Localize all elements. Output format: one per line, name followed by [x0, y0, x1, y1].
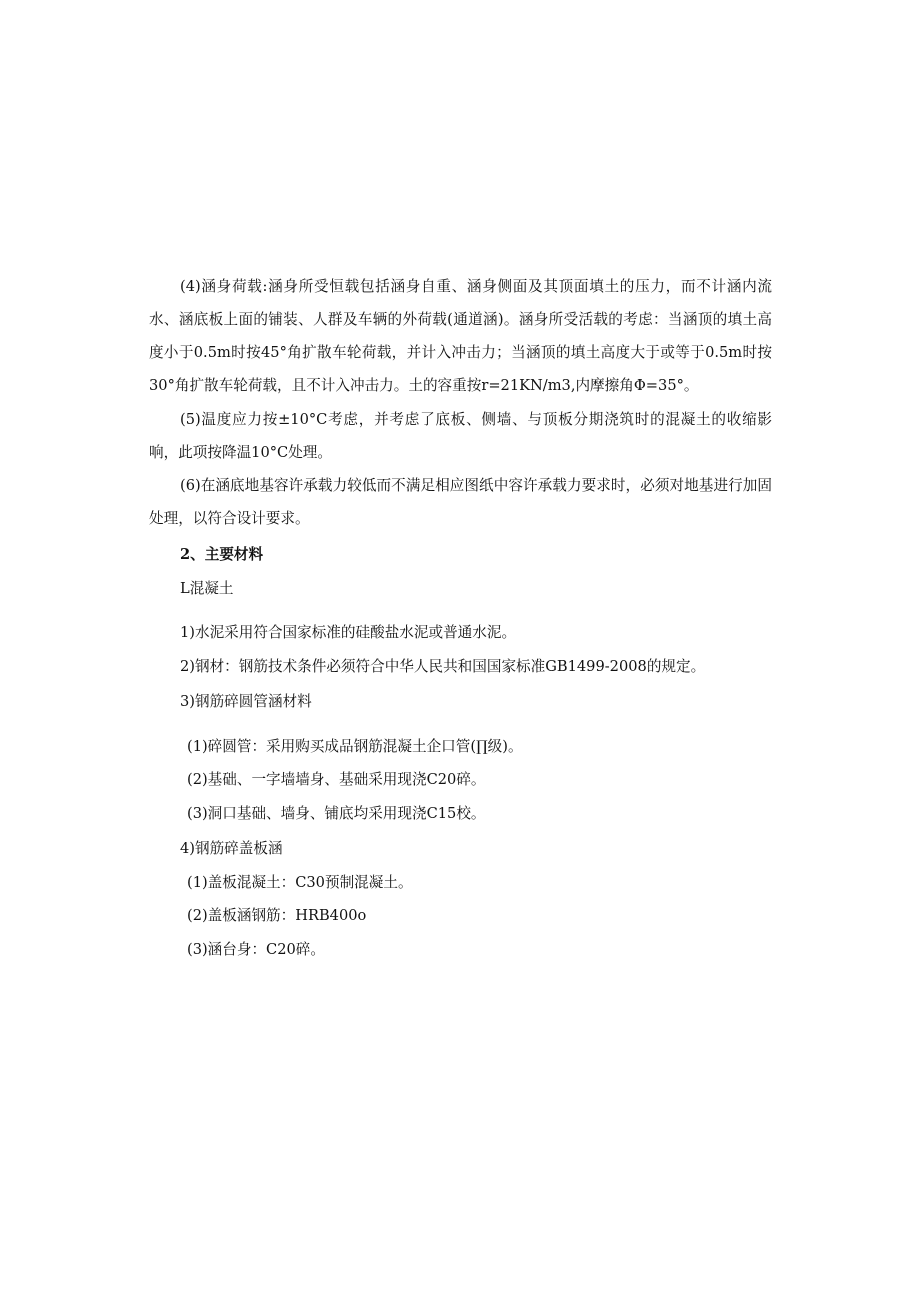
list-item-slab-2: (2)盖板涵钢筋：HRB400o	[187, 907, 367, 924]
sub-heading-concrete: L混凝土	[180, 580, 234, 597]
section-heading-materials: 2、主要材料	[180, 546, 264, 563]
list-item-slab-3: (3)涵台身：C20碎。	[187, 941, 325, 958]
list-item-pipe-3: (3)洞口基础、墙身、铺底均采用现浇C15校。	[187, 805, 486, 822]
list-item-slab-1: (1)盖板混凝土：C30预制混凝土。	[187, 874, 413, 891]
paragraph-foundation-reinforcement: (6)在涵底地基容许承载力较低而不满足相应图纸中容许承载力要求时，必须对地基进行加固处理，以符合设计要求。	[149, 477, 772, 527]
paragraph-culvert-load: (4)涵身荷载:涵身所受恒载包括涵身自重、涵身侧面及其顶面填土的压力，而不计涵内流水、涵底板上面的铺装、人群及车辆的外荷载(通道涵)。涵身所受活载的考虑：当涵顶的填土高度小于0.5m时按45°角扩散车轮荷载，并计入冲击力；当涵顶的填土高度大于或等于0.5m时按30°角扩散车轮荷载，且不计入冲击力。土的容重按r=21KN/m3,内摩擦角Φ=35°。	[149, 278, 772, 394]
list-item-cement: 1)水泥采用符合国家标准的硅酸盐水泥或普通水泥。	[180, 624, 517, 641]
list-item-pipe-2: (2)基础、一字墙墙身、基础采用现浇C20碎。	[187, 771, 486, 788]
paragraph-temperature-stress: (5)温度应力按±10°C考虑，并考虑了底板、侧墙、与顶板分期浇筑时的混凝土的收缩影响，此项按降温10°C处理。	[149, 411, 772, 461]
list-item-pipe-culvert: 3)钢筋碎圆管涵材料	[180, 693, 312, 710]
list-item-pipe-1: (1)碎圆管：采用购买成品钢筋混凝土企口管(∏级)。	[187, 738, 523, 755]
list-item-slab-culvert: 4)钢筋碎盖板涵	[180, 840, 283, 857]
list-item-steel: 2)钢材：钢筋技术条件必须符合中华人民共和国国家标准GB1499-2008的规定。	[180, 658, 706, 675]
